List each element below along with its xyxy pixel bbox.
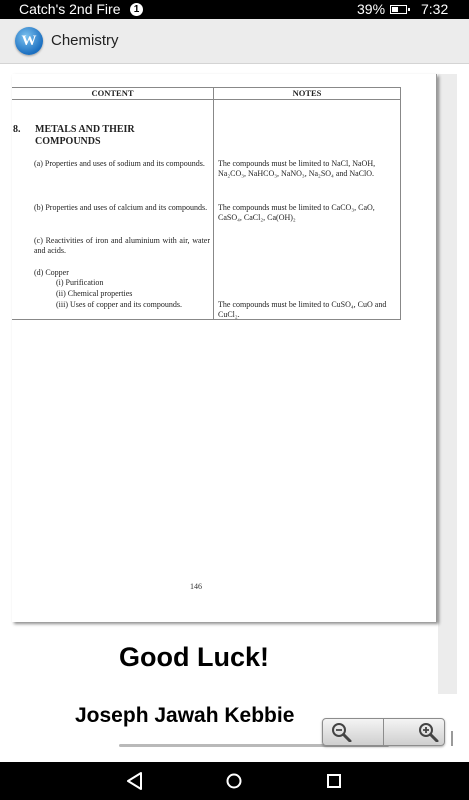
back-triangle-icon[interactable] bbox=[124, 771, 146, 791]
topic-number: 8. bbox=[13, 124, 21, 135]
notification-badge-icon: 1 bbox=[130, 3, 143, 16]
app-title: Chemistry bbox=[51, 32, 119, 49]
content-column bbox=[12, 100, 214, 319]
table-body bbox=[12, 100, 400, 319]
note-copper: The compounds must be limited to CuSO₄, CuO and CuCl₂. bbox=[218, 300, 387, 319]
zoom-out-button[interactable] bbox=[323, 719, 383, 745]
content-item: (c) Reactivities of iron and aluminium with air, water and acids. bbox=[34, 236, 210, 255]
home-circle-icon[interactable] bbox=[223, 771, 245, 791]
closing-message: Good Luck! bbox=[119, 642, 269, 672]
status-bar bbox=[0, 0, 469, 19]
note-sodium: The compounds must be limited to NaCl, NaOH, Na₂CO₃, NaHCO₃, NaNO₃, Na₂SO₄ and NaClO. bbox=[218, 159, 376, 178]
note-calcium: The compounds must be limited to CaCO₃, CaO, CaSO₄, CaCl₂, Ca(OH)₂ bbox=[218, 203, 375, 222]
topic-title: METALS AND THEIR COMPOUNDS bbox=[35, 124, 135, 147]
notes-column bbox=[214, 100, 400, 319]
table-header bbox=[12, 88, 400, 100]
recents-square-icon[interactable] bbox=[323, 771, 345, 791]
clock: 7:32 bbox=[421, 1, 449, 17]
author-name: Joseph Jawah Kebbie bbox=[75, 704, 295, 727]
carrier-name: Catch's 2nd Fire bbox=[19, 1, 121, 17]
zoom-out-icon bbox=[331, 722, 353, 742]
page-number: 146 bbox=[190, 582, 202, 591]
zoom-in-icon bbox=[418, 722, 440, 742]
document-viewer[interactable] bbox=[0, 64, 469, 762]
viewer-margin bbox=[438, 74, 457, 694]
syllabus-table bbox=[12, 87, 401, 320]
copper-subitem: (i) Purification bbox=[56, 278, 104, 287]
vertical-scrollbar[interactable] bbox=[451, 731, 453, 746]
app-logo-icon[interactable]: W bbox=[15, 27, 43, 55]
document-page[interactable] bbox=[12, 74, 437, 622]
header-notes: NOTES bbox=[292, 88, 322, 98]
copper-subitem: (ii) Chemical properties bbox=[56, 289, 133, 298]
content-item: (b) Properties and uses of calcium and its compounds. bbox=[34, 203, 208, 212]
zoom-in-button[interactable] bbox=[383, 719, 444, 745]
navigation-bar bbox=[0, 762, 469, 800]
app-bar bbox=[0, 19, 469, 64]
battery-icon bbox=[390, 5, 407, 14]
zoom-controls bbox=[322, 718, 445, 746]
content-item: (d) Copper bbox=[34, 268, 69, 277]
content-item: (a) Properties and uses of sodium and its compounds. bbox=[34, 159, 205, 168]
battery-percentage: 39% bbox=[357, 1, 386, 17]
header-content: CONTENT bbox=[12, 88, 214, 99]
copper-subitem: (iii) Uses of copper and its compounds. bbox=[56, 300, 182, 309]
